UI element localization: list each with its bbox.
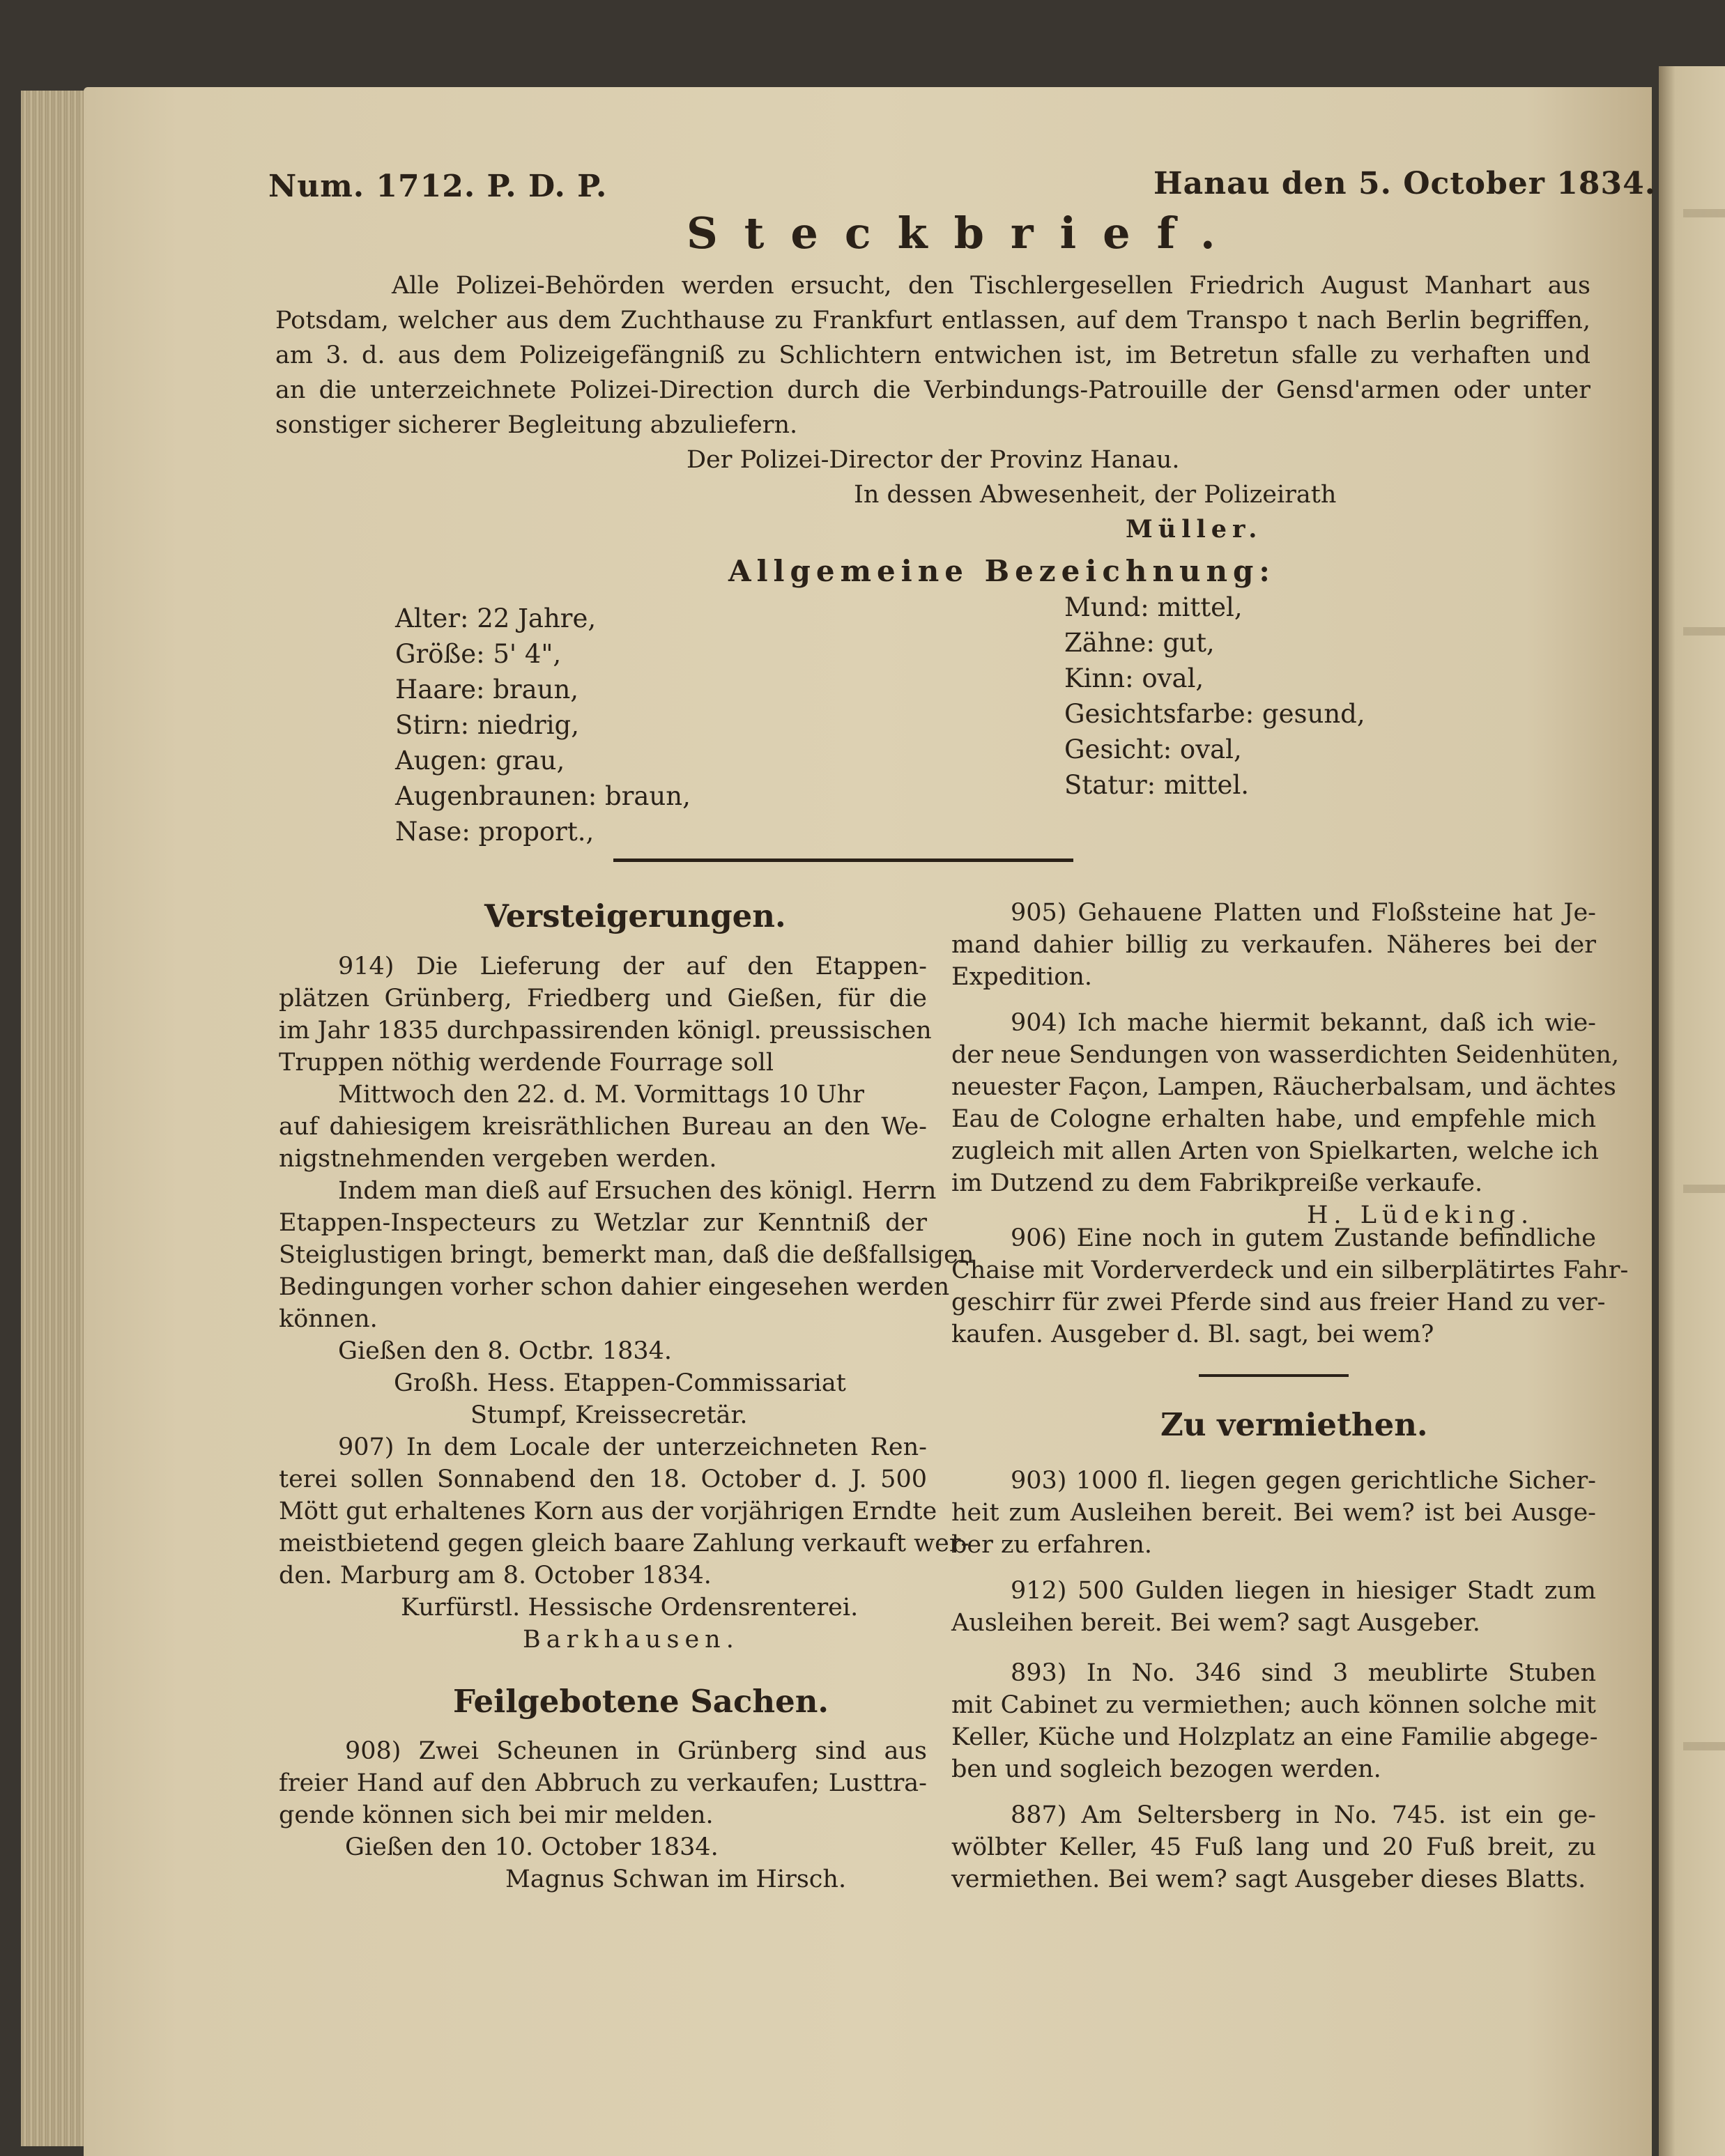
text-line: plätzen Grünberg, Friedberg und Gießen, für die: [279, 985, 927, 1012]
facing-page-text-trace: [1683, 1742, 1725, 1750]
description-item: Gesicht: oval,: [1064, 734, 1242, 764]
text-line: mand dahier billig zu verkaufen. Näheres bei der: [951, 931, 1596, 959]
description-item: Kinn: oval,: [1064, 663, 1204, 693]
description-item: Statur: mittel.: [1064, 770, 1250, 800]
text-line: 906) Eine noch in gutem Zustande befindliche: [1011, 1224, 1596, 1252]
text-line: Indem man dieß auf Ersuchen des königl. Herrn: [338, 1177, 937, 1205]
signature-line: H. Lüdeking.: [1307, 1201, 1535, 1229]
text-line: 908) Zwei Scheunen in Grünberg sind aus: [345, 1737, 927, 1765]
text-line: nigstnehmenden vergeben werden.: [279, 1145, 717, 1173]
signature-line: Der Polizei-Director der Provinz Hanau.: [687, 446, 1180, 474]
text-line: ber zu erfahren.: [951, 1531, 1152, 1559]
heading-zu-vermiethen: Zu vermiethen.: [1160, 1406, 1428, 1443]
section-divider: [613, 858, 1073, 862]
signature-line: Barkhausen.: [523, 1626, 739, 1654]
text-line: wölbter Keller, 45 Fuß lang und 20 Fuß breit, zu: [951, 1833, 1596, 1861]
description-item: Größe: 5' 4",: [395, 639, 562, 669]
text-line: Eau de Cologne erhalten habe, und empfehle mich: [951, 1105, 1596, 1133]
text-line: vermiethen. Bei wem? sagt Ausgeber dieses Blatts.: [951, 1865, 1586, 1893]
text-line: ben und sogleich bezogen werden.: [951, 1755, 1381, 1783]
text-line: 903) 1000 fl. liegen gegen gerichtliche Sicher-: [1011, 1467, 1596, 1495]
facing-page-text-trace: [1683, 627, 1725, 636]
text-line: Ausleihen bereit. Bei wem? sagt Ausgeber.: [951, 1609, 1480, 1637]
text-line: heit zum Ausleihen bereit. Bei wem? ist bei Ausge-: [951, 1499, 1596, 1527]
signature-line: Kurfürstl. Hessische Ordensrenterei.: [401, 1594, 859, 1622]
steckbrief-title: Steckbrief.: [687, 208, 1242, 259]
description-item: Augen: grau,: [395, 746, 565, 776]
text-line: Truppen nöthig werdende Fourrage soll: [279, 1049, 774, 1077]
text-line: Alle Polizei-Behörden werden ersucht, den Tischlergesellen Friedrich August Manhart aus: [392, 272, 1590, 300]
text-line: auf dahiesigem kreisräthlichen Bureau an den We-: [279, 1113, 927, 1141]
text-line: 887) Am Seltersberg in No. 745. ist ein ge-: [1011, 1801, 1596, 1829]
description-item: Gesichtsfarbe: gesund,: [1064, 699, 1365, 729]
text-line: Mött gut erhaltenes Korn aus der vorjährigen Erndte: [279, 1497, 937, 1525]
text-line: 912) 500 Gulden liegen in hiesiger Stadt zum: [1011, 1577, 1596, 1605]
description-item: Augenbraunen: braun,: [395, 781, 691, 811]
signature-line: Stumpf, Kreissecretär.: [470, 1401, 748, 1429]
text-line: an die unterzeichnete Polizei-Direction durch die Verbindungs-Patrouille der Gensd'armen oder unter: [275, 376, 1590, 404]
facing-page-text-trace: [1683, 1185, 1725, 1193]
issue-place-date: Hanau den 5. October 1834.: [1153, 166, 1657, 201]
description-item: Mund: mittel,: [1064, 592, 1243, 622]
text-line: Potsdam, welcher aus dem Zuchthause zu Frankfurt entlassen, auf dem Transpo t nach Berlin begriffen,: [275, 307, 1590, 334]
text-line: Expedition.: [951, 963, 1093, 991]
text-line: Keller, Küche und Holzplatz an eine Familie abgege-: [951, 1723, 1598, 1751]
text-line: geschirr für zwei Pferde sind aus freier Hand zu ver-: [951, 1288, 1606, 1316]
date-line: Gießen den 10. October 1834.: [345, 1833, 719, 1861]
text-line: Chaise mit Vorderverdeck und ein silberplätirtes Fahr-: [951, 1256, 1629, 1284]
description-item: Stirn: niedrig,: [395, 710, 580, 740]
text-line: kaufen. Ausgeber d. Bl. sagt, bei wem?: [951, 1320, 1434, 1348]
text-line: gende können sich bei mir melden.: [279, 1801, 714, 1829]
text-line: neuester Façon, Lampen, Räucherbalsam, und ächtes: [951, 1073, 1616, 1101]
heading-versteigerungen: Versteigerungen.: [484, 898, 786, 934]
text-line: im Dutzend zu dem Fabrikpreiße verkaufe.: [951, 1169, 1483, 1197]
heading-feilgebotene-sachen: Feilgebotene Sachen.: [453, 1683, 829, 1720]
text-line: Mittwoch den 22. d. M. Vormittags 10 Uhr: [338, 1081, 864, 1109]
facing-page-edge: [1659, 66, 1725, 2156]
text-line: der neue Sendungen von wasserdichten Seidenhüten,: [951, 1041, 1620, 1069]
signature-line: Großh. Hess. Etappen-Commissariat: [394, 1369, 846, 1397]
signature-name: Müller.: [1126, 515, 1263, 544]
text-line: 893) In No. 346 sind 3 meublirte Stuben: [1011, 1659, 1596, 1687]
description-item: Nase: proport.,: [395, 817, 595, 847]
text-line: im Jahr 1835 durchpassirenden königl. preussischen: [279, 1017, 932, 1045]
text-line: Steiglustigen bringt, bemerkt man, daß die deßfallsigen: [279, 1241, 974, 1269]
text-line: sonstiger sicherer Begleitung abzuliefern.: [275, 411, 798, 439]
description-item: Haare: braun,: [395, 675, 579, 704]
section-divider: [1199, 1374, 1349, 1377]
facing-page-text-trace: [1683, 209, 1725, 217]
date-line: Gießen den 8. Octbr. 1834.: [338, 1337, 673, 1365]
description-item: Zähne: gut,: [1064, 628, 1215, 658]
text-line: können.: [279, 1305, 378, 1333]
text-line: 904) Ich mache hiermit bekannt, daß ich wie-: [1011, 1009, 1596, 1037]
text-line: meistbietend gegen gleich baare Zahlung verkauft wer-: [279, 1530, 969, 1557]
text-line: Bedingungen vorher schon dahier eingesehen werden: [279, 1273, 950, 1301]
signature-line: In dessen Abwesenheit, der Polizeirath: [854, 481, 1337, 509]
text-line: 914) Die Lieferung der auf den Etappen-: [338, 953, 927, 980]
text-line: mit Cabinet zu vermiethen; auch können solche mit: [951, 1691, 1596, 1719]
issue-number: Num. 1712. P. D. P.: [268, 169, 608, 204]
text-line: zugleich mit allen Arten von Spielkarten, welche ich: [951, 1137, 1599, 1165]
text-line: Etappen-Inspecteurs zu Wetzlar zur Kenntniß der: [279, 1209, 927, 1237]
text-line: am 3. d. aus dem Polizeigefängniß zu Schlichtern entwichen ist, im Betretun sfalle zu verhaften und: [275, 341, 1590, 369]
text-line: 907) In dem Locale der unterzeichneten Ren-: [338, 1433, 927, 1461]
description-item: Alter: 22 Jahre,: [395, 603, 597, 633]
text-line: terei sollen Sonnabend den 18. October d. J. 500: [279, 1465, 927, 1493]
signature-line: Magnus Schwan im Hirsch.: [505, 1865, 847, 1893]
text-line: den. Marburg am 8. October 1834.: [279, 1562, 712, 1589]
description-heading: Allgemeine Bezeichnung:: [728, 554, 1275, 588]
text-line: freier Hand auf den Abbruch zu verkaufen; Lusttra-: [279, 1769, 927, 1797]
text-line: 905) Gehauene Platten und Floßsteine hat Je-: [1011, 899, 1596, 927]
